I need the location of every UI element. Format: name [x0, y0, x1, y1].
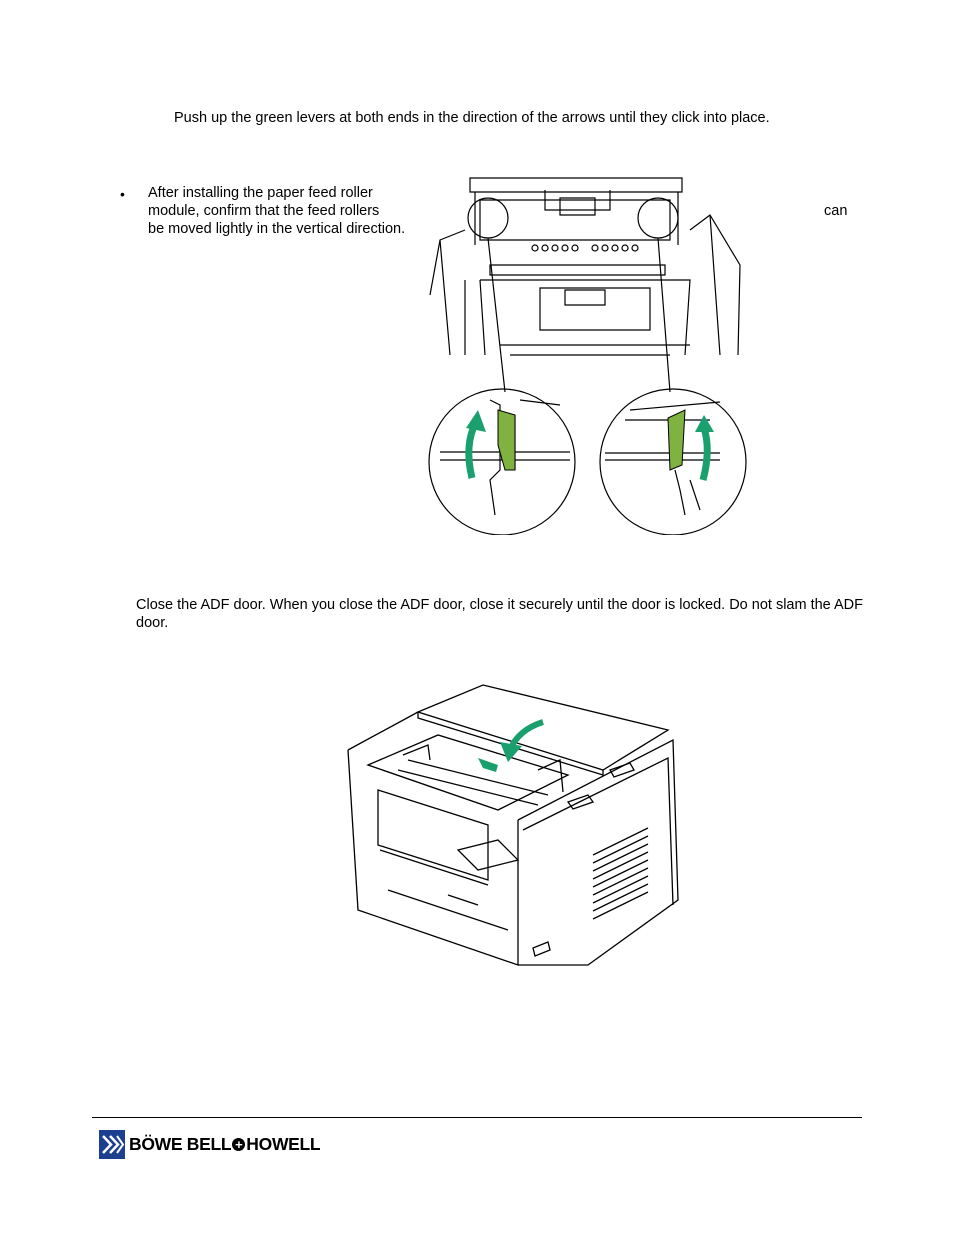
logo-text — [129, 1134, 320, 1155]
note-text-part1: After installing the paper feed roller module, confirm that the feed rollers — [148, 185, 380, 219]
note-can-word: can — [824, 203, 848, 219]
logo-text-a: BÖWE BELL — [129, 1134, 232, 1154]
footer-rule — [92, 1117, 862, 1118]
adf-figure-icon — [338, 680, 688, 985]
note-text — [148, 184, 408, 238]
lever-figure-icon — [420, 170, 750, 535]
step-1-instruction: Push up the green levers at both ends in the direction of the arrows until they click into place. — [174, 110, 770, 126]
note-text-part2: be moved lightly in the vertical direction. — [148, 221, 406, 237]
logo-mark-icon — [99, 1130, 125, 1159]
step-2-instruction: Close the ADF door. When you close the ADF door, close it securely until the door is locked. Do not slam the ADF door. — [136, 597, 863, 631]
company-logo — [99, 1130, 320, 1159]
logo-plus-icon: + — [232, 1138, 245, 1151]
note-bullet: • — [120, 186, 125, 202]
logo-text-b: HOWELL — [246, 1134, 321, 1154]
